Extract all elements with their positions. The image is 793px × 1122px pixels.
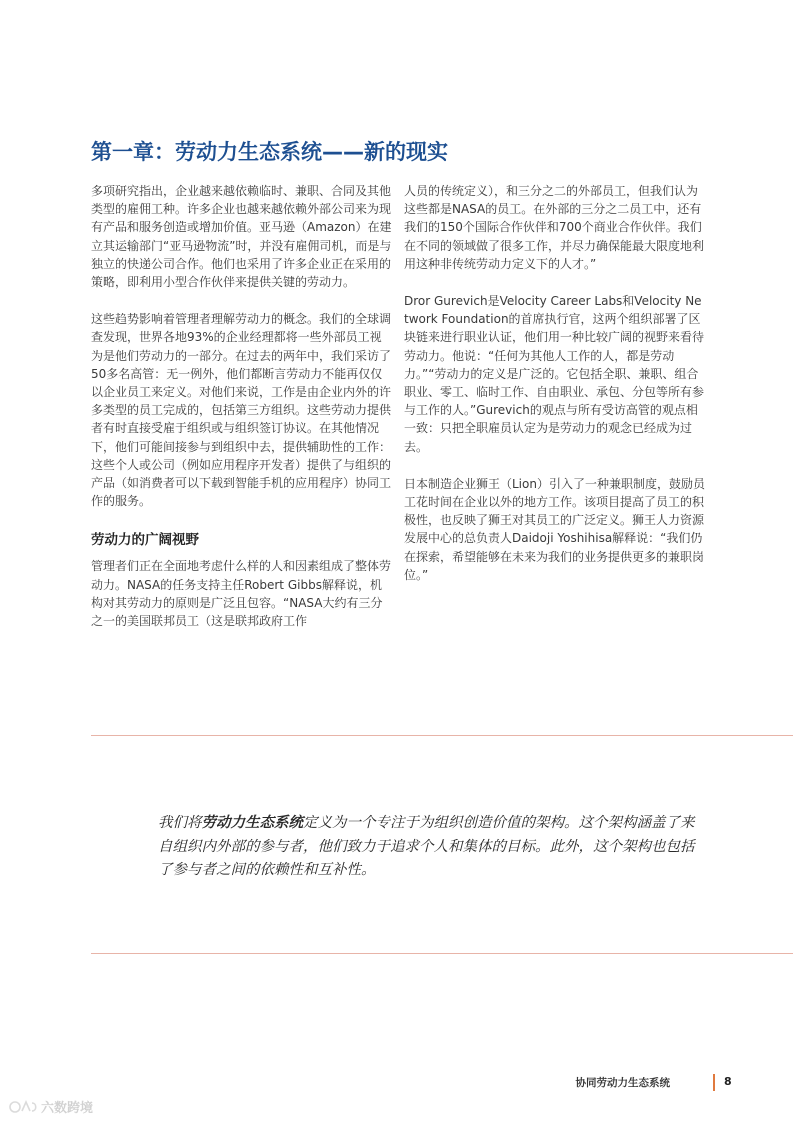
page-number: 8 xyxy=(724,1075,732,1088)
left-column xyxy=(91,182,393,649)
divider-bottom xyxy=(91,953,793,954)
watermark-logo-icon xyxy=(8,1098,38,1114)
right-paragraph-3: 日本制造企业狮王（Lion）引入了一种兼职制度，鼓励员工花时间在企业以外的地方工作。该项目提高了员工的积极性，也反映了狮王对其员工的广泛定义。狮王人力资源发展中心的总负责人Daidoji Yoshihisa解释说：“我们仍在探索，希望能够在未来为我们的业务提供更多的兼职岗位。” xyxy=(404,476,705,582)
footer-separator xyxy=(713,1074,715,1091)
chapter-title: 第一章：劳动力生态系统——新的现实 xyxy=(91,140,448,164)
right-paragraph-1: 人员的传统定义），和三分之二的外部员工，但我们认为这些都是NASA的员工。在外部的三分之二员工中，还有我们的150个国际合作伙伴和700个商业合作伙伴。我们在不同的领域做了很多工作，并尽力确保能最大限度地利用这种非传统劳动力定义下的人才。” xyxy=(404,184,705,271)
definition-term: 劳动力生态系统 xyxy=(201,815,303,831)
definition-text: 定义为一个专注于为组织创造价值的架构。这个架构涵盖了来自组织内外部的参与者，他们致力于追求个人和集体的目标。此外，这个架构也包括了参与者之间的依赖性和互补性。 xyxy=(158,815,695,878)
page-footer xyxy=(560,1072,740,1094)
left-paragraph-3: 管理者们正在全面地考虑什么样的人和因素组成了整体劳动力。NASA的任务支持主任Robert Gibbs解释说，机构对其劳动力的原则是广泛且包容。“NASA大约有三分之一的美国联邦员工（这是联邦政府工作 xyxy=(91,559,392,629)
definition-callout xyxy=(158,812,698,883)
watermark-text: 六数跨境 xyxy=(41,1100,94,1116)
right-paragraph-2: Dror Gurevich是Velocity Career Labs和Velocity Network Foundation的首席执行官，这两个组织部署了区块链来进行职业认证，他们用一种比较广阔的视野来看待劳动力。他说：“任何为其他人工作的人，都是劳动力。”“劳动力的定义是广泛的。它包括全职、兼职、组合职业、零工、临时工作、自由职业、承包、分包等所有参与工作的人。”Gurevich的观点与所有受访高管的观点相一致：只把全职雇员认定为是劳动力的观念已经成为过去。 xyxy=(404,294,705,454)
left-paragraph-2: 这些趋势影响着管理者理解劳动力的概念。我们的全球调查发现，世界各地93%的企业经理都将一些外部员工视为是他们劳动力的一部分。在过去的两年中，我们采访了50多名高管：无一例外，他们都断言劳动力不能再仅仅以企业员工来定义。对他们来说，工作是由企业内外的许多类型的员工完成的，包括第三方组织。这些劳动力提供者有时直接受雇于组织或与组织签订协议。在其他情况下，他们可能间接参与到组织中去，提供辅助性的工作：这些个人或公司（例如应用程序开发者）提供了与组织的产品（如消费者可以下载到智能手机的应用程序）协同工作的服务。 xyxy=(91,312,392,509)
section-subheading: 劳动力的广阔视野 xyxy=(91,532,199,549)
left-paragraph-1: 多项研究指出，企业越来越依赖临时、兼职、合同及其他类型的雇佣工种。许多企业也越来越依赖外部公司来为现有产品和服务创造或增加价值。亚马逊（Amazon）在建立其运输部门“亚马逊物流”时，并没有雇佣司机，而是与独立的快递公司合作。他们也采用了许多企业正在采用的策略，即利用小型合作伙伴来提供关键的劳动力。 xyxy=(91,184,392,290)
definition-prefix: 我们将 xyxy=(158,815,202,831)
divider-top xyxy=(91,735,793,736)
footer-document-title: 协同劳动力生态系统 xyxy=(575,1077,670,1089)
watermark xyxy=(8,1096,93,1116)
right-column xyxy=(404,182,706,603)
